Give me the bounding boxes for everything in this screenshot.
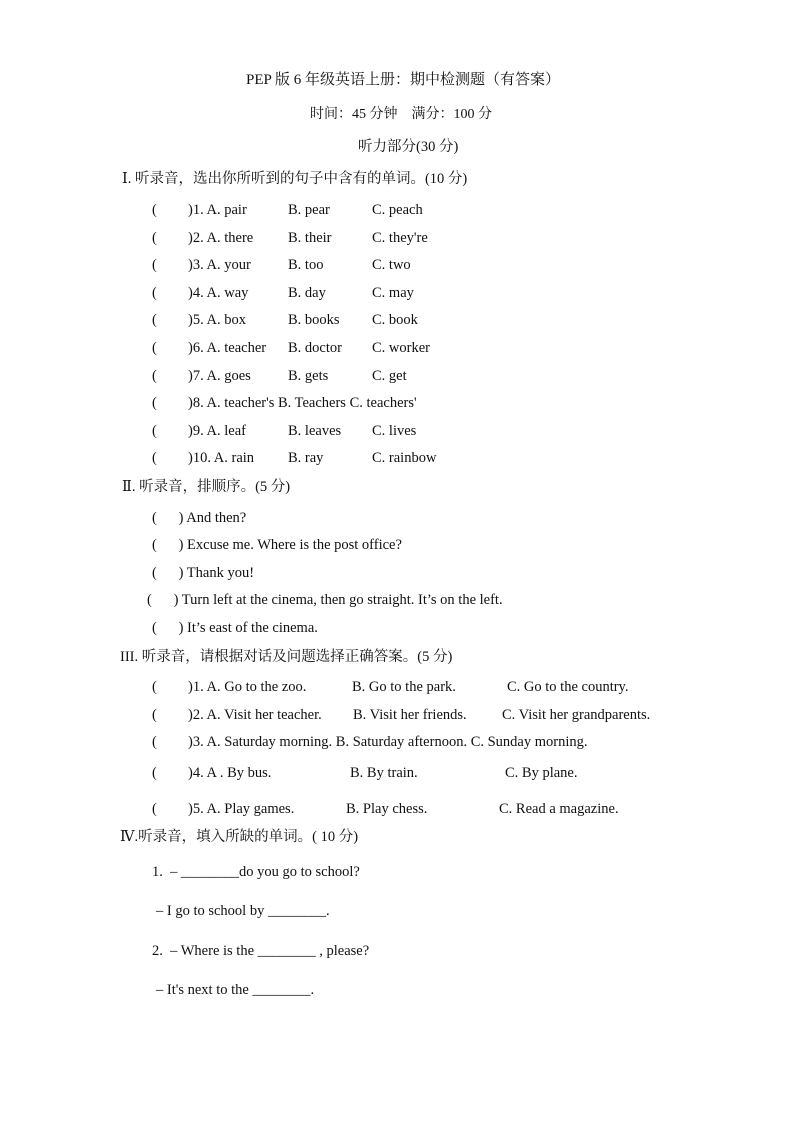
- option-a: )1. A. Go to the zoo.: [188, 679, 307, 695]
- option-b: B. Go to the park.: [352, 679, 456, 695]
- option-c: C. worker: [372, 340, 430, 356]
- page-title: PEP 版 6 年级英语上册：期中检测题（有答案）: [246, 72, 561, 88]
- answer-paren[interactable]: (: [152, 230, 157, 246]
- answer-paren[interactable]: (: [152, 395, 157, 411]
- option-c: C. Go to the country.: [507, 679, 629, 695]
- answer-paren[interactable]: (: [152, 679, 157, 695]
- answer-paren[interactable]: (: [152, 312, 157, 328]
- answer-paren[interactable]: (: [152, 202, 157, 218]
- option-b: B. too: [288, 257, 324, 273]
- option-a: )1. A. pair: [188, 202, 247, 218]
- option-b: B. pear: [288, 202, 330, 218]
- answer-paren[interactable]: (: [152, 734, 157, 750]
- option-b: B. leaves: [288, 423, 342, 439]
- answer-paren[interactable]: (: [152, 285, 157, 301]
- option-c: C. peach: [372, 202, 423, 218]
- answer-paren[interactable]: (: [152, 707, 157, 723]
- exam-meta: 时间：45 分钟 满分：100 分: [310, 107, 492, 122]
- option-c: C. By plane.: [505, 765, 578, 781]
- answer-paren[interactable]: (: [152, 368, 157, 384]
- section-1-heading: Ⅰ. 听录音，选出你所听到的句子中含有的单词。(10 分): [122, 171, 468, 187]
- section-2-heading: Ⅱ. 听录音，排顺序。(5 分): [122, 479, 291, 495]
- option-a: )2. A. there: [188, 230, 254, 246]
- option-b: B. Visit her friends.: [353, 707, 467, 723]
- option-b: B. ray: [288, 450, 324, 466]
- section-3-heading: III. 听录音，请根据对话及问题选择正确答案。(5 分): [120, 649, 453, 665]
- answer-paren[interactable]: (: [152, 450, 157, 466]
- fill-blank-line[interactable]: – I go to school by ________.: [156, 903, 330, 919]
- option-c: C. two: [372, 257, 411, 273]
- option-a: )10. A. rain: [188, 450, 255, 466]
- answer-paren[interactable]: (: [152, 765, 157, 781]
- option-a: )5. A. Play games.: [188, 801, 295, 817]
- option-c: C. they're: [372, 230, 428, 246]
- option-b: B. books: [288, 312, 340, 328]
- option-a: )6. A. teacher: [188, 340, 267, 356]
- option-c: C. Visit her grandparents.: [502, 707, 651, 723]
- part-heading: 听力部分(30 分): [358, 139, 459, 155]
- fill-blank-line[interactable]: 2. – Where is the ________ , please?: [152, 943, 370, 959]
- option-b: B. day: [288, 285, 326, 301]
- option-b: B. doctor: [288, 340, 342, 356]
- option-a: )3. A. your: [188, 257, 251, 273]
- option-a: )7. A. goes: [188, 368, 251, 384]
- fill-blank-line[interactable]: 1. – ________do you go to school?: [152, 864, 360, 880]
- option-a: )5. A. box: [188, 312, 246, 328]
- option-a: )4. A. way: [188, 285, 249, 301]
- options-inline: )8. A. teacher's B. Teachers C. teachers': [188, 395, 417, 411]
- option-a: )2. A. Visit her teacher.: [188, 707, 322, 723]
- option-c: C. lives: [372, 423, 417, 439]
- option-c: C. get: [372, 368, 407, 384]
- option-b: B. their: [288, 230, 332, 246]
- section-4-heading: Ⅳ.听录音，填入所缺的单词。( 10 分): [120, 829, 359, 845]
- order-item[interactable]: ( ) Turn left at the cinema, then go straight. It’s on the left.: [147, 592, 503, 608]
- option-b: B. Play chess.: [346, 801, 428, 817]
- answer-paren[interactable]: (: [152, 801, 157, 817]
- option-c: C. Read a magazine.: [499, 801, 619, 817]
- option-a: )9. A. leaf: [188, 423, 246, 439]
- option-c: C. book: [372, 312, 418, 328]
- option-c: C. may: [372, 285, 414, 301]
- order-item[interactable]: ( ) It’s east of the cinema.: [152, 620, 318, 636]
- option-a: )4. A . By bus.: [188, 765, 272, 781]
- order-item[interactable]: ( ) Excuse me. Where is the post office?: [152, 537, 402, 553]
- option-c: C. rainbow: [372, 450, 437, 466]
- option-b: B. By train.: [350, 765, 418, 781]
- answer-paren[interactable]: (: [152, 423, 157, 439]
- order-item[interactable]: ( ) And then?: [152, 510, 247, 526]
- answer-paren[interactable]: (: [152, 340, 157, 356]
- option-b: B. gets: [288, 368, 329, 384]
- options-inline: )3. A. Saturday morning. B. Saturday afternoon. C. Sunday morning.: [188, 734, 588, 750]
- answer-paren[interactable]: (: [152, 257, 157, 273]
- order-item[interactable]: ( ) Thank you!: [152, 565, 255, 581]
- fill-blank-line[interactable]: – It's next to the ________.: [156, 982, 315, 998]
